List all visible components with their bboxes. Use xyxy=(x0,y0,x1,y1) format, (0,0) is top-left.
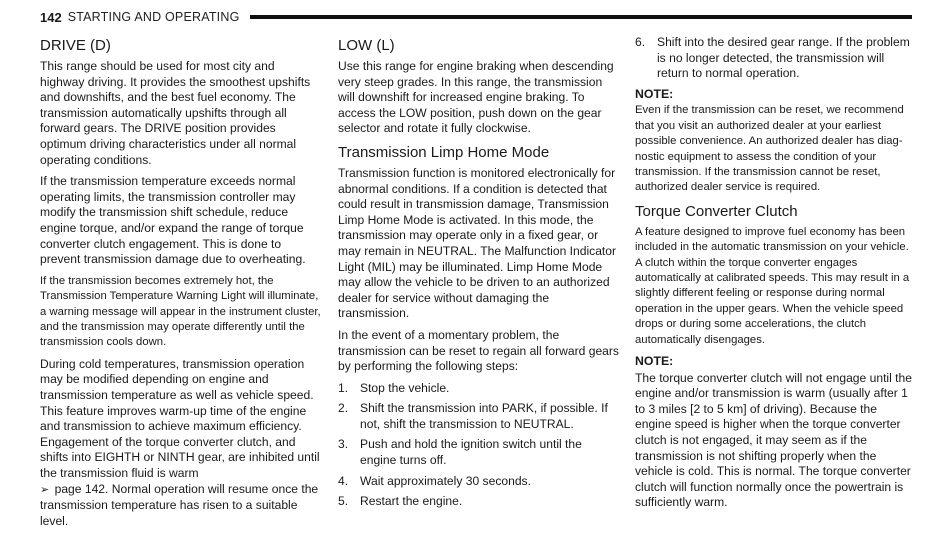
reset-steps-list xyxy=(338,381,620,510)
heading-drive: DRIVE (D) xyxy=(40,37,111,54)
drive-paragraph-2: If the transmission temperature exceeds normal operating limits, the transmission controller may modify the transmission shift schedule, reduce engine torque, and/or expand the range of torque converter clutch engagement. This is done to prevent transmission damage due to overheating. xyxy=(40,174,306,267)
note-label: NOTE: xyxy=(635,354,674,369)
page-reference-arrow-icon: ➢ xyxy=(40,483,50,496)
drive-paragraph-1: This range should be used for most city and highway driving. It provides the smoothest upshifts and downshifts, and the best fuel economy. The transmission automatically upshifts through all forward gears. The DRIVE position provides optimum driving characteristics under all normal operating conditions. xyxy=(40,59,311,167)
note-text: Even if the transmission can be reset, we recommend that you visit an authorized dealer at your earliest possible convenience. An authorized dealer has diag-nostic equipment to assess the condition of your transmission. If the transmission cannot be reset, authorized dealer service is required. xyxy=(635,104,904,194)
step-number: 5. xyxy=(338,494,349,509)
step-text: Wait approximately 30 seconds. xyxy=(360,473,531,488)
list-item xyxy=(338,494,620,510)
step-text: Shift the transmission into PARK, if possible. If not, shift the transmission to NEUTRAL. xyxy=(360,401,608,431)
header-rule xyxy=(250,15,913,19)
page-number: 142 xyxy=(40,9,62,25)
section-title: STARTING AND OPERATING xyxy=(67,10,240,24)
drive-paragraph-3: If the transmission becomes extremely hot, the Transmission Temperature Warning Light will illuminate, a warning message will appear in the instrument cluster, and the transmission may operate differently until the transmission cools down. xyxy=(40,274,321,349)
heading-limp-home-mode: Transmission Limp Home Mode xyxy=(338,143,550,161)
column-1 xyxy=(40,35,322,535)
page-header xyxy=(40,6,912,28)
step-number: 3. xyxy=(338,437,349,452)
step-number: 6. xyxy=(635,35,646,49)
limp-paragraph-1: Transmission function is monitored electronically for abnormal conditions. If a condition is detected that could result in transmission damage, Transmission Limp Home Mode is activated. In this mode, the transmission may operate only in a fixed gear, or may remain in NEUTRAL. The Malfunction Indicator Light (MIL) may be illuminated. Limp Home Mode may allow the vehicle to be driven to an authorized dealer for service without damaging the transmission. xyxy=(338,165,617,321)
step-text: Push and hold the ignition switch until the engine turns off. xyxy=(360,437,582,468)
list-item xyxy=(338,401,620,432)
drive-paragraph-4-text: During cold temperatures, transmission operation may be modified depending on engine and transmission temperature as well as vehicle speed. This feature improves warm-up time of the engine and transmission to achieve maximum efficiency. Engagement of the torque converter clutch, and shifts into EIGHTH or NINTH gear, are inhibited until the transmission fluid is warm xyxy=(40,356,320,480)
step-text: Stop the vehicle. xyxy=(360,380,450,395)
column-2 xyxy=(338,35,620,515)
low-paragraph: Use this range for engine braking when descending very steep grades. In this range, the transmission will downshift for increased engine braking. To access the LOW position, push down on the gear selector and rotate it fully clockwise. xyxy=(338,59,614,136)
tcc-paragraph: A feature designed to improve fuel economy has been included in the automatic transmission on your vehicle. A clutch within the torque converter engages automatically at calibrated speeds. This may result in a slightly different feeling or response during normal operation in the upper gears. When the vehicle speed drops or during some accelerations, the clutch automatically disengages. xyxy=(635,225,910,346)
drive-paragraph-4 xyxy=(40,357,322,530)
heading-torque-converter-clutch: Torque Converter Clutch xyxy=(635,202,798,220)
list-item xyxy=(338,437,620,468)
step-text: Restart the engine. xyxy=(360,494,463,509)
note-label: NOTE: xyxy=(635,86,674,101)
list-item xyxy=(338,474,620,490)
drive-paragraph-4-tail: Normal operation will resume once the transmission temperature has risen to a suitable level. xyxy=(40,481,319,528)
note-text: The torque converter clutch will not engage until the engine and/or transmission is warm (usually after 1 to 3 miles [2 to 5 km] of driving). Because the engine speed is higher when the torque converter clutch is not engaged, it may seem as if the transmission is not shifting properly when the vehicle is cold. This is normal. The torque converter clutch will function normally once the powertrain is sufficiently warm. xyxy=(635,370,912,510)
heading-low: LOW (L) xyxy=(338,37,395,54)
step-number: 4. xyxy=(338,473,349,488)
list-item xyxy=(338,381,620,397)
limp-paragraph-2: In the event of a momentary problem, the transmission can be reset to regain all forward gears by performing the following steps: xyxy=(338,327,619,374)
list-item xyxy=(635,35,913,82)
page-reference-link[interactable]: page 142. xyxy=(54,481,109,496)
reset-steps-list-continued xyxy=(635,35,913,82)
column-3 xyxy=(635,35,913,517)
step-text: Shift into the desired gear range. If the problem is no longer detected, the transmission will return to normal operation. xyxy=(657,35,910,81)
step-number: 1. xyxy=(338,380,349,395)
step-number: 2. xyxy=(338,401,349,416)
